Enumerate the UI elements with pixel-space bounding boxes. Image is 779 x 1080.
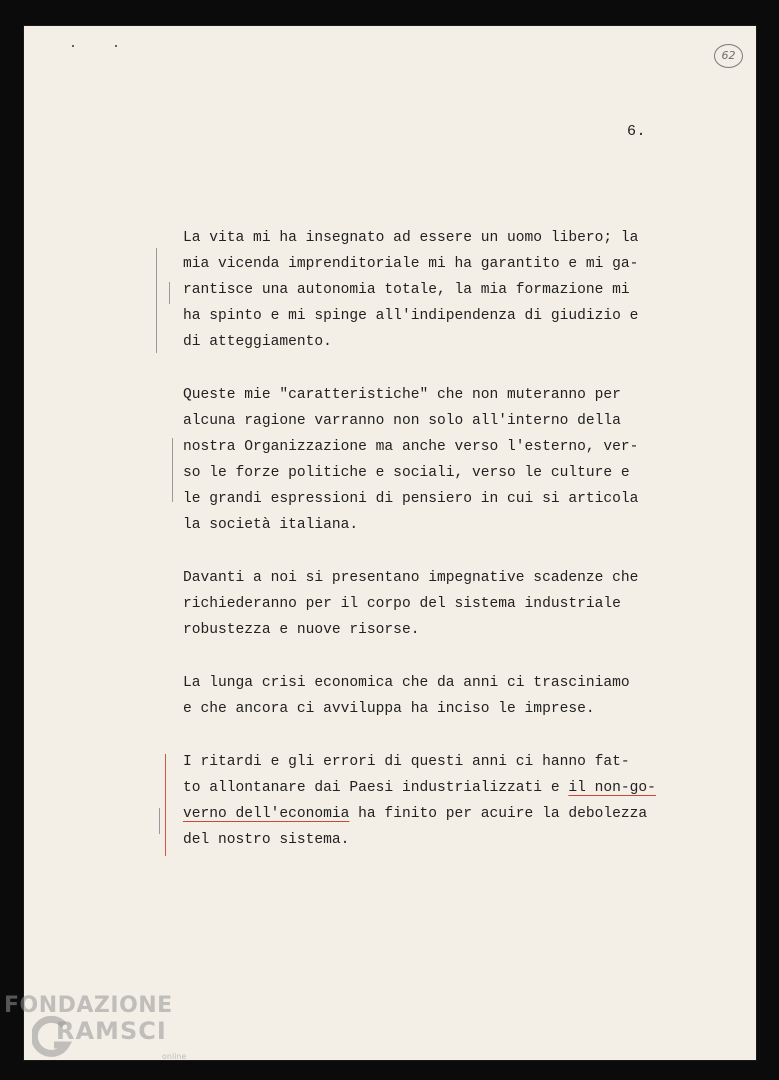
text-line: La vita mi ha insegnato ad essere un uomo libero; la: [183, 230, 639, 246]
watermark-online: online: [162, 1052, 187, 1061]
margin-mark-gray: [169, 282, 170, 304]
corner-mark: [115, 45, 117, 47]
paragraph: [183, 670, 683, 722]
text-line: ha spinto e mi spinge all'indipendenza di giudizio e: [183, 308, 639, 324]
text-fragment: to allontanare dai Paesi industrializzati e: [183, 780, 569, 796]
text-line: [183, 775, 683, 801]
corner-mark: [72, 45, 74, 47]
archive-stamp: 62: [714, 44, 743, 68]
watermark-subtitle: RAMSCI: [56, 1017, 167, 1045]
paragraph: [183, 382, 683, 538]
paragraph: [183, 225, 683, 355]
text-line: Davanti a noi si presentano impegnative scadenze che: [183, 570, 639, 586]
text-line: La lunga crisi economica che da anni ci trasciniamo: [183, 675, 630, 691]
text-line: e che ancora ci avviluppa ha inciso le imprese.: [183, 701, 595, 717]
text-line: rantisce una autonomia totale, la mia formazione mi: [183, 282, 630, 298]
margin-mark-gray: [156, 248, 157, 353]
text-line: I ritardi e gli errori di questi anni ci hanno fat-: [183, 754, 630, 770]
underlined-phrase: verno dell'economia: [183, 806, 350, 822]
margin-mark-red: [165, 754, 166, 856]
text-line: alcuna ragione varranno non solo all'interno della: [183, 413, 621, 429]
margin-mark-gray: [159, 808, 160, 834]
text-line: [183, 801, 683, 827]
text-line: robustezza e nuove risorse.: [183, 622, 420, 638]
watermark: [4, 995, 204, 1075]
text-line: Queste mie "caratteristiche" che non muteranno per: [183, 387, 621, 403]
underlined-phrase: il non-go-: [568, 780, 656, 796]
page-number: 6.: [627, 123, 647, 140]
paragraph: [183, 565, 683, 643]
text-line: richiederanno per il corpo del sistema industriale: [183, 596, 621, 612]
watermark-title: FONDAZIONE: [4, 993, 173, 1018]
text-line: di atteggiamento.: [183, 334, 332, 350]
text-line: mia vicenda imprenditoriale mi ha garantito e mi ga-: [183, 256, 639, 272]
text-line: le grandi espressioni di pensiero in cui si articola: [183, 491, 639, 507]
text-line: nostra Organizzazione ma anche verso l'esterno, ver-: [183, 439, 639, 455]
document-page: [24, 26, 756, 1060]
text-line: la società italiana.: [183, 517, 359, 533]
margin-mark-gray: [172, 438, 173, 502]
text-fragment: ha finito per acuire la debolezza: [349, 806, 648, 822]
text-line: del nostro sistema.: [183, 832, 350, 848]
paragraph: [183, 749, 683, 853]
body-text: [183, 225, 683, 880]
text-line: so le forze politiche e sociali, verso le culture e: [183, 465, 630, 481]
